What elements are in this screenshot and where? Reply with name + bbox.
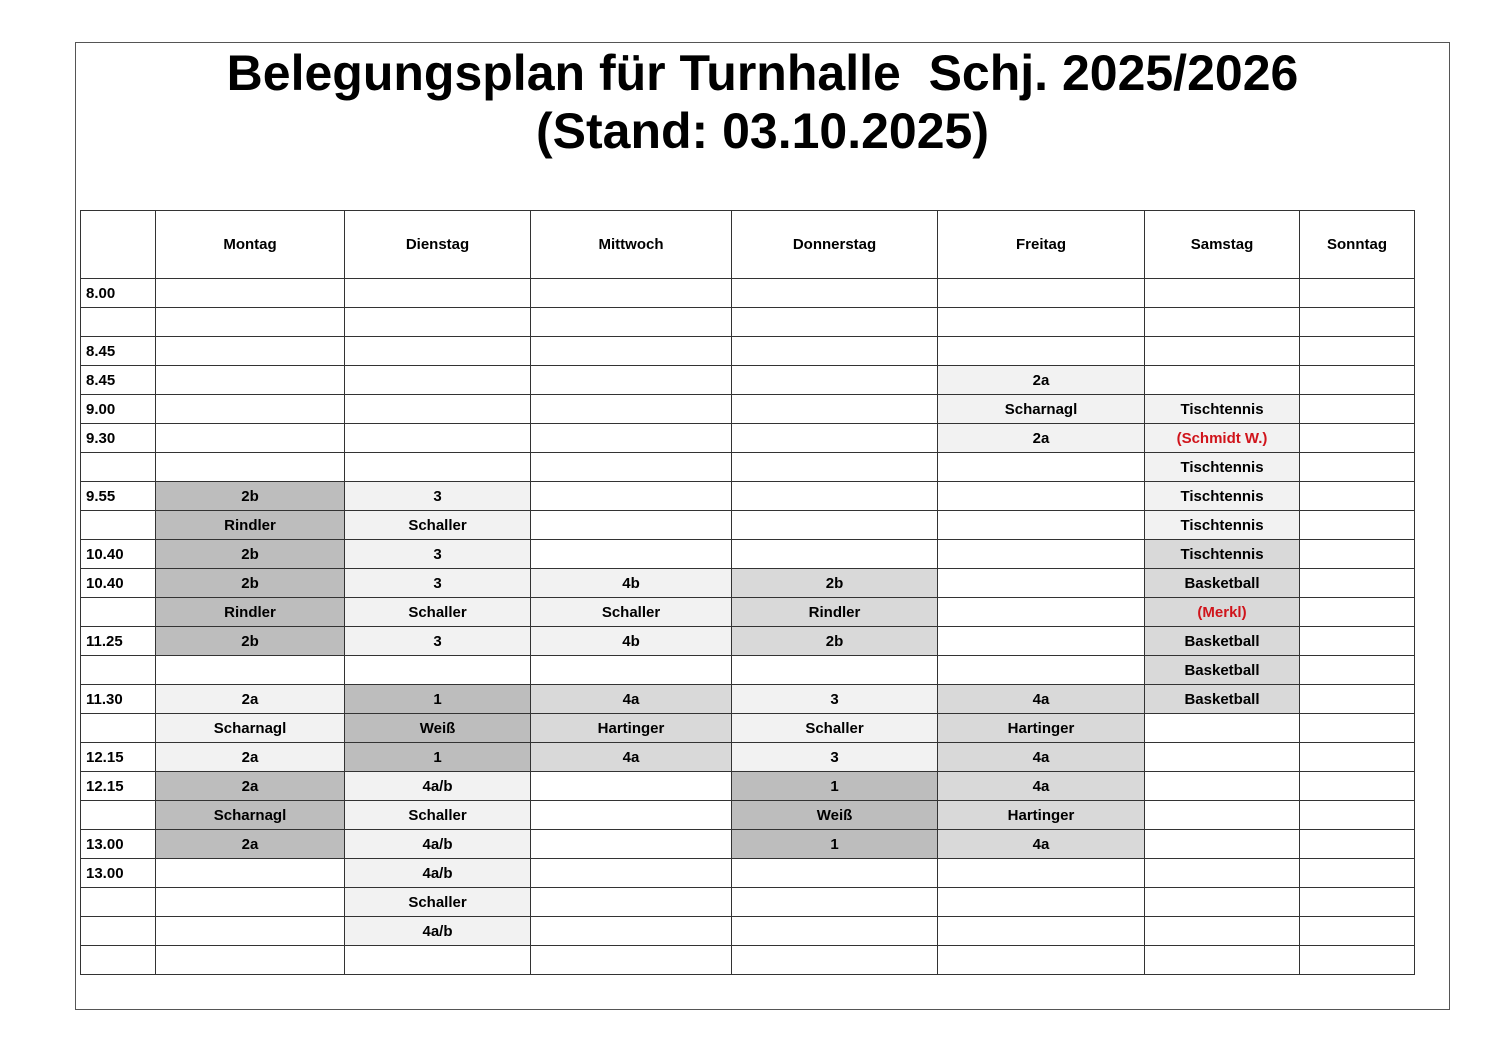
slot-cell-dienstag	[345, 453, 531, 482]
slot-cell-donnerstag	[732, 859, 938, 888]
table-row	[81, 743, 1415, 772]
slot-cell-dienstag	[345, 279, 531, 308]
time-cell: 13.00	[81, 830, 156, 859]
slot-cell-dienstag: 3	[345, 482, 531, 511]
slot-cell-donnerstag	[732, 917, 938, 946]
slot-cell-donnerstag	[732, 366, 938, 395]
slot-cell-donnerstag	[732, 424, 938, 453]
slot-cell-freitag: 4a	[938, 685, 1145, 714]
table-row	[81, 395, 1415, 424]
slot-cell-samstag: (Schmidt W.)	[1145, 424, 1300, 453]
slot-cell-freitag	[938, 859, 1145, 888]
slot-cell-dienstag: 4a/b	[345, 859, 531, 888]
slot-cell-montag	[156, 279, 345, 308]
slot-cell-samstag	[1145, 279, 1300, 308]
table-row	[81, 482, 1415, 511]
slot-cell-samstag: Basketball	[1145, 569, 1300, 598]
table-row	[81, 917, 1415, 946]
slot-cell-samstag	[1145, 859, 1300, 888]
slot-cell-dienstag	[345, 656, 531, 685]
slot-cell-dienstag: 4a/b	[345, 917, 531, 946]
slot-cell-dienstag: Schaller	[345, 511, 531, 540]
slot-cell-montag: Rindler	[156, 598, 345, 627]
slot-cell-samstag	[1145, 801, 1300, 830]
slot-cell-freitag	[938, 540, 1145, 569]
time-cell: 9.30	[81, 424, 156, 453]
time-cell: 9.55	[81, 482, 156, 511]
slot-cell-sonntag	[1300, 743, 1415, 772]
table-row	[81, 598, 1415, 627]
slot-cell-freitag	[938, 946, 1145, 975]
slot-cell-montag	[156, 946, 345, 975]
slot-cell-mittwoch	[531, 772, 732, 801]
table-row	[81, 656, 1415, 685]
slot-cell-mittwoch	[531, 511, 732, 540]
time-cell: 8.45	[81, 366, 156, 395]
slot-cell-sonntag	[1300, 482, 1415, 511]
slot-cell-freitag: Hartinger	[938, 714, 1145, 743]
time-column-header	[81, 211, 156, 279]
slot-cell-montag	[156, 859, 345, 888]
slot-cell-freitag: Hartinger	[938, 801, 1145, 830]
slot-cell-samstag: Tischtennis	[1145, 540, 1300, 569]
slot-cell-freitag	[938, 627, 1145, 656]
day-header-freitag: Freitag	[938, 211, 1145, 279]
time-cell	[81, 888, 156, 917]
slot-cell-sonntag	[1300, 656, 1415, 685]
slot-cell-montag	[156, 453, 345, 482]
slot-cell-dienstag	[345, 395, 531, 424]
time-cell	[81, 598, 156, 627]
slot-cell-mittwoch: 4b	[531, 627, 732, 656]
slot-cell-dienstag	[345, 366, 531, 395]
slot-cell-samstag	[1145, 888, 1300, 917]
slot-cell-dienstag: 3	[345, 627, 531, 656]
slot-cell-montag	[156, 395, 345, 424]
slot-cell-dienstag	[345, 337, 531, 366]
day-header-samstag: Samstag	[1145, 211, 1300, 279]
day-header-montag: Montag	[156, 211, 345, 279]
slot-cell-sonntag	[1300, 685, 1415, 714]
time-cell	[81, 801, 156, 830]
time-cell	[81, 946, 156, 975]
slot-cell-donnerstag: Schaller	[732, 714, 938, 743]
slot-cell-sonntag	[1300, 859, 1415, 888]
slot-cell-mittwoch: 4b	[531, 569, 732, 598]
slot-cell-montag: 2b	[156, 540, 345, 569]
slot-cell-dienstag: Weiß	[345, 714, 531, 743]
slot-cell-montag	[156, 366, 345, 395]
slot-cell-sonntag	[1300, 366, 1415, 395]
slot-cell-sonntag	[1300, 772, 1415, 801]
table-row	[81, 424, 1415, 453]
slot-cell-samstag	[1145, 830, 1300, 859]
slot-cell-donnerstag: 1	[732, 830, 938, 859]
time-cell: 11.25	[81, 627, 156, 656]
slot-cell-mittwoch: 4a	[531, 685, 732, 714]
slot-cell-donnerstag: 2b	[732, 569, 938, 598]
time-cell	[81, 511, 156, 540]
slot-cell-mittwoch	[531, 395, 732, 424]
slot-cell-mittwoch	[531, 308, 732, 337]
slot-cell-freitag: Scharnagl	[938, 395, 1145, 424]
table-row	[81, 279, 1415, 308]
slot-cell-sonntag	[1300, 627, 1415, 656]
table-row	[81, 366, 1415, 395]
time-cell: 11.30	[81, 685, 156, 714]
slot-cell-sonntag	[1300, 946, 1415, 975]
slot-cell-donnerstag	[732, 511, 938, 540]
time-cell: 12.15	[81, 743, 156, 772]
slot-cell-freitag: 2a	[938, 424, 1145, 453]
slot-cell-donnerstag: 1	[732, 772, 938, 801]
slot-cell-sonntag	[1300, 395, 1415, 424]
slot-cell-sonntag	[1300, 598, 1415, 627]
time-cell: 10.40	[81, 540, 156, 569]
slot-cell-mittwoch	[531, 917, 732, 946]
slot-cell-freitag	[938, 482, 1145, 511]
slot-cell-montag: 2a	[156, 743, 345, 772]
slot-cell-mittwoch	[531, 830, 732, 859]
slot-cell-mittwoch	[531, 366, 732, 395]
table-row	[81, 888, 1415, 917]
day-header-dienstag: Dienstag	[345, 211, 531, 279]
slot-cell-freitag	[938, 337, 1145, 366]
slot-cell-dienstag: Schaller	[345, 801, 531, 830]
slot-cell-donnerstag	[732, 395, 938, 424]
slot-cell-samstag	[1145, 917, 1300, 946]
table-row	[81, 337, 1415, 366]
slot-cell-samstag	[1145, 946, 1300, 975]
slot-cell-montag	[156, 656, 345, 685]
slot-cell-montag	[156, 337, 345, 366]
slot-cell-sonntag	[1300, 917, 1415, 946]
slot-cell-freitag: 4a	[938, 830, 1145, 859]
table-row	[81, 714, 1415, 743]
table-row	[81, 569, 1415, 598]
slot-cell-mittwoch	[531, 540, 732, 569]
slot-cell-montag	[156, 308, 345, 337]
slot-cell-samstag: Tischtennis	[1145, 453, 1300, 482]
schedule-body	[81, 279, 1415, 975]
slot-cell-sonntag	[1300, 308, 1415, 337]
time-cell	[81, 453, 156, 482]
table-row	[81, 859, 1415, 888]
slot-cell-montag: 2b	[156, 569, 345, 598]
slot-cell-donnerstag	[732, 656, 938, 685]
slot-cell-freitag	[938, 569, 1145, 598]
slot-cell-donnerstag: 2b	[732, 627, 938, 656]
slot-cell-donnerstag	[732, 540, 938, 569]
table-row	[81, 627, 1415, 656]
slot-cell-montag	[156, 917, 345, 946]
slot-cell-freitag	[938, 511, 1145, 540]
slot-cell-samstag: Basketball	[1145, 656, 1300, 685]
time-cell	[81, 917, 156, 946]
slot-cell-freitag	[938, 656, 1145, 685]
slot-cell-mittwoch	[531, 424, 732, 453]
slot-cell-dienstag	[345, 308, 531, 337]
slot-cell-samstag: (Merkl)	[1145, 598, 1300, 627]
table-row	[81, 946, 1415, 975]
slot-cell-sonntag	[1300, 337, 1415, 366]
slot-cell-samstag	[1145, 772, 1300, 801]
slot-cell-samstag	[1145, 743, 1300, 772]
day-header-sonntag: Sonntag	[1300, 211, 1415, 279]
slot-cell-samstag	[1145, 366, 1300, 395]
slot-cell-montag: 2a	[156, 830, 345, 859]
slot-cell-freitag	[938, 279, 1145, 308]
title-line-2: (Stand: 03.10.2025)	[536, 103, 989, 159]
table-row	[81, 685, 1415, 714]
slot-cell-donnerstag	[732, 308, 938, 337]
slot-cell-mittwoch	[531, 279, 732, 308]
slot-cell-mittwoch	[531, 453, 732, 482]
slot-cell-freitag: 4a	[938, 743, 1145, 772]
time-cell: 9.00	[81, 395, 156, 424]
slot-cell-sonntag	[1300, 511, 1415, 540]
slot-cell-freitag	[938, 453, 1145, 482]
slot-cell-sonntag	[1300, 801, 1415, 830]
time-cell	[81, 714, 156, 743]
slot-cell-sonntag	[1300, 279, 1415, 308]
slot-cell-sonntag	[1300, 714, 1415, 743]
time-cell: 12.15	[81, 772, 156, 801]
slot-cell-freitag: 4a	[938, 772, 1145, 801]
table-row	[81, 830, 1415, 859]
time-cell	[81, 308, 156, 337]
slot-cell-samstag: Basketball	[1145, 627, 1300, 656]
table-row	[81, 772, 1415, 801]
slot-cell-montag: 2a	[156, 685, 345, 714]
schedule-table	[80, 210, 1415, 975]
slot-cell-sonntag	[1300, 424, 1415, 453]
slot-cell-samstag: Tischtennis	[1145, 482, 1300, 511]
table-row	[81, 453, 1415, 482]
slot-cell-samstag: Tischtennis	[1145, 395, 1300, 424]
day-header-row	[81, 211, 1415, 279]
page-title	[75, 44, 1450, 160]
slot-cell-dienstag: Schaller	[345, 888, 531, 917]
slot-cell-dienstag: Schaller	[345, 598, 531, 627]
day-header-donnerstag: Donnerstag	[732, 211, 938, 279]
table-row	[81, 308, 1415, 337]
slot-cell-montag: 2b	[156, 627, 345, 656]
slot-cell-donnerstag	[732, 337, 938, 366]
slot-cell-mittwoch: 4a	[531, 743, 732, 772]
slot-cell-samstag	[1145, 714, 1300, 743]
slot-cell-donnerstag: 3	[732, 743, 938, 772]
slot-cell-freitag	[938, 917, 1145, 946]
slot-cell-dienstag	[345, 424, 531, 453]
slot-cell-dienstag: 1	[345, 743, 531, 772]
slot-cell-montag	[156, 888, 345, 917]
time-cell	[81, 656, 156, 685]
time-cell: 8.00	[81, 279, 156, 308]
slot-cell-montag: 2a	[156, 772, 345, 801]
slot-cell-dienstag: 3	[345, 569, 531, 598]
slot-cell-freitag	[938, 888, 1145, 917]
slot-cell-freitag: 2a	[938, 366, 1145, 395]
slot-cell-donnerstag: Rindler	[732, 598, 938, 627]
slot-cell-mittwoch	[531, 946, 732, 975]
slot-cell-samstag	[1145, 308, 1300, 337]
slot-cell-dienstag: 4a/b	[345, 772, 531, 801]
slot-cell-dienstag: 1	[345, 685, 531, 714]
slot-cell-donnerstag: Weiß	[732, 801, 938, 830]
time-cell: 10.40	[81, 569, 156, 598]
table-row	[81, 801, 1415, 830]
slot-cell-samstag	[1145, 337, 1300, 366]
slot-cell-mittwoch: Hartinger	[531, 714, 732, 743]
slot-cell-freitag	[938, 308, 1145, 337]
slot-cell-mittwoch	[531, 859, 732, 888]
slot-cell-montag	[156, 424, 345, 453]
slot-cell-sonntag	[1300, 888, 1415, 917]
slot-cell-sonntag	[1300, 453, 1415, 482]
slot-cell-mittwoch	[531, 801, 732, 830]
slot-cell-sonntag	[1300, 830, 1415, 859]
slot-cell-mittwoch	[531, 482, 732, 511]
slot-cell-mittwoch	[531, 656, 732, 685]
slot-cell-donnerstag	[732, 453, 938, 482]
slot-cell-dienstag: 4a/b	[345, 830, 531, 859]
slot-cell-dienstag: 3	[345, 540, 531, 569]
slot-cell-sonntag	[1300, 540, 1415, 569]
slot-cell-mittwoch	[531, 337, 732, 366]
table-row	[81, 540, 1415, 569]
day-header-mittwoch: Mittwoch	[531, 211, 732, 279]
slot-cell-mittwoch	[531, 888, 732, 917]
slot-cell-freitag	[938, 598, 1145, 627]
slot-cell-mittwoch: Schaller	[531, 598, 732, 627]
time-cell: 8.45	[81, 337, 156, 366]
slot-cell-donnerstag	[732, 482, 938, 511]
table-row	[81, 511, 1415, 540]
time-cell: 13.00	[81, 859, 156, 888]
slot-cell-sonntag	[1300, 569, 1415, 598]
slot-cell-donnerstag	[732, 888, 938, 917]
slot-cell-samstag: Tischtennis	[1145, 511, 1300, 540]
slot-cell-montag: Scharnagl	[156, 714, 345, 743]
title-line-1: Belegungsplan für Turnhalle Schj. 2025/2026	[226, 45, 1299, 101]
slot-cell-dienstag	[345, 946, 531, 975]
slot-cell-montag: Scharnagl	[156, 801, 345, 830]
slot-cell-donnerstag: 3	[732, 685, 938, 714]
slot-cell-montag: Rindler	[156, 511, 345, 540]
slot-cell-donnerstag	[732, 279, 938, 308]
slot-cell-samstag: Basketball	[1145, 685, 1300, 714]
slot-cell-montag: 2b	[156, 482, 345, 511]
slot-cell-donnerstag	[732, 946, 938, 975]
